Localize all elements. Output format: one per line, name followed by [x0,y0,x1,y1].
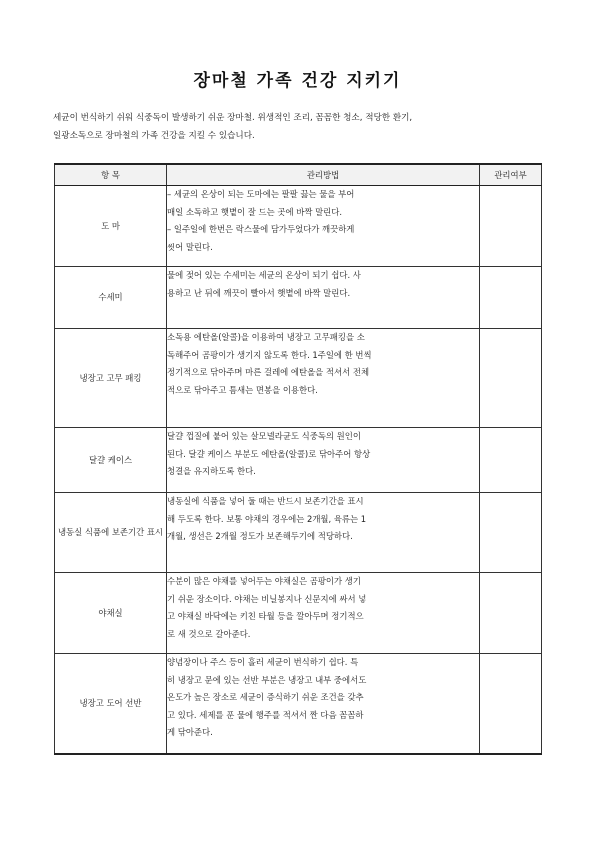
header-status: 관리여부 [480,164,542,186]
row-status-cell[interactable] [480,573,542,654]
table-row [55,573,542,654]
row-status-cell[interactable] [480,493,542,573]
table-row [55,493,542,573]
table-header-row [55,164,542,186]
row-item: 수세미 [55,267,167,329]
care-checklist-table [54,163,542,755]
header-method: 관리방법 [167,164,480,186]
row-item: 냉장고 고무 패킹 [55,329,167,428]
table-row [55,186,542,267]
row-method: – 세균의 온상이 되는 도마에는 팔팔 끓는 물을 부어 매일 소독하고 햇볕이 잘 드는 곳에 바짝 말린다. – 일주일에 한번은 락스물에 담가두었다가 깨끗하게 씻어 말린다. [167,186,480,267]
row-item: 냉장고 도어 선반 [55,654,167,754]
table-row [55,267,542,329]
row-status-cell[interactable] [480,654,542,754]
row-item: 야채실 [55,573,167,654]
table-row [55,329,542,428]
intro-paragraph: 세균이 번식하기 쉬워 식중독이 발생하기 쉬운 장마철. 위생적인 조리, 꼼꼼한 청소, 적당한 환기, 일광소독으로 장마철의 가족 건강을 지킬 수 있습니다. [53,113,413,141]
row-method: 냉동실에 식품을 넣어 둘 때는 반드시 보존기간을 표시 해 두도록 한다. 보통 야채의 경우에는 2개월, 육류는 1 개월, 생선은 2개월 정도가 보존해두기에 적당하다. [167,493,480,573]
row-method: 수분이 많은 야채를 넣어두는 야채실은 곰팡이가 생기 기 쉬운 장소이다. 야채는 비닐봉지나 신문지에 싸서 넣 고 야채실 바닥에는 키친 타월 등을 깔아두며 정기적으 로 새 것으로 갈아준다. [167,573,480,654]
row-status-cell[interactable] [480,329,542,428]
row-method: 양념장이나 주스 등이 흘러 세균이 번식하기 쉽다. 특 히 냉장고 문에 있는 선반 부분은 냉장고 내부 중에서도 온도가 높은 장소로 세균이 증식하기 쉬운 조건을 갖추 고 있다. 세제를 푼 물에 행주를 적셔서 짠 다음 꼼꼼하 게 닦아준다. [167,654,480,754]
row-method: 달걀 껍질에 붙어 있는 살모넬라균도 식중독의 원인이 된다. 달걀 케이스 부분도 에탄올(알콜)로 닦아주어 항상 청결을 유지하도록 한다. [167,428,480,493]
header-item: 항 목 [55,164,167,186]
row-item: 달걀 케이스 [55,428,167,493]
row-status-cell[interactable] [480,186,542,267]
row-method: 물에 젖어 있는 수세미는 세균의 온상이 되기 쉽다. 사 용하고 난 뒤에 깨끗이 빨아서 햇볕에 바짝 말린다. [167,267,480,329]
table-row [55,428,542,493]
row-status-cell[interactable] [480,428,542,493]
row-status-cell[interactable] [480,267,542,329]
page-title: 장마철 가족 건강 지키기 [193,71,402,91]
row-item: 도 마 [55,186,167,267]
row-item: 냉동실 식품에 보존기간 표시 [55,493,167,573]
table-row [55,654,542,754]
row-method: 소독용 에탄올(알콜)을 이용하여 냉장고 고무패킹을 소 독해주어 곰팡이가 생기지 않도록 한다. 1주일에 한 번씩 정기적으로 닦아주며 마른 걸레에 에탄올을 적셔서 전체 적으로 닦아주고 틈새는 면봉을 이용한다. [167,329,480,428]
